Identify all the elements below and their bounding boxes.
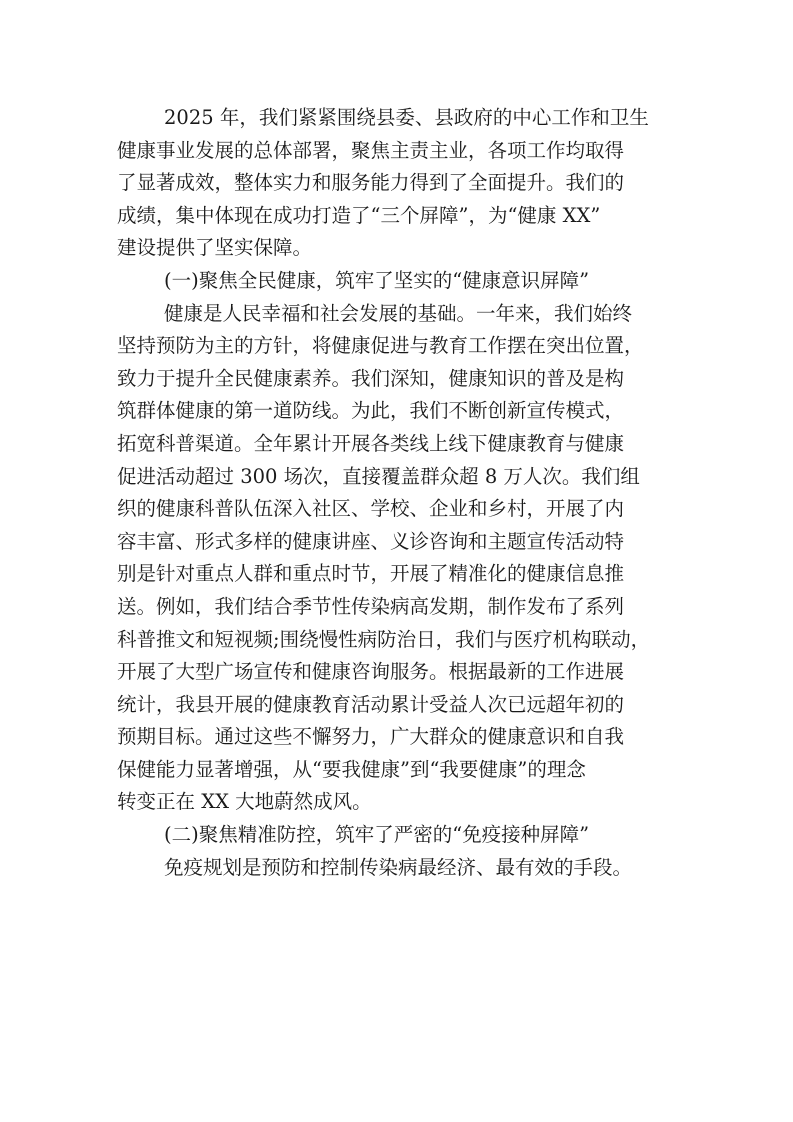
text-line: 了显著成效，整体实力和服务能力得到了全面提升。我们的 <box>117 171 625 195</box>
text-line: 织的健康科普队伍深入社区、学校、企业和乡村，开展了内 <box>117 497 625 521</box>
text-line: 容丰富、形式多样的健康讲座、义诊咨询和主题宣传活动特 <box>117 529 625 553</box>
text-line: 坚持预防为主的方针，将健康促进与教育工作摆在突出位置， <box>117 334 644 358</box>
section-heading: (一)聚焦全民健康，筑牢了坚实的“健康意识屏障” <box>164 268 590 292</box>
text-line: 送。例如，我们结合季节性传染病高发期，制作发布了系列 <box>117 594 625 618</box>
intro-paragraph <box>117 102 677 265</box>
document-body <box>117 102 677 884</box>
text-line: 保健能力显著增强，从“要我健康”到“我要健康”的理念 <box>117 757 586 781</box>
text-line: 别是针对重点人群和重点时节，开展了精准化的健康信息推 <box>117 562 625 586</box>
text-line: 2025 年，我们紧紧围绕县委、县政府的中心工作和卫生 <box>164 106 649 129</box>
text-line: 致力于提升全民健康素养。我们深知，健康知识的普及是构 <box>117 366 625 390</box>
section-heading-2 <box>117 819 677 852</box>
text-line: 统计，我县开展的健康教育活动累计受益人次已远超年初的 <box>117 692 625 716</box>
text-line: 建设提供了坚实保障。 <box>117 236 313 260</box>
section-heading: (二)聚焦精准防控，筑牢了严密的“免疫接种屏障” <box>164 823 590 847</box>
text-line: 预期目标。通过这些不懈努力，广大群众的健康意识和自我 <box>117 725 625 749</box>
text-line: 转变正在 XX 大地蔚然成风。 <box>117 790 372 814</box>
text-line: 健康是人民幸福和社会发展的基础。一年来，我们始终 <box>164 301 633 325</box>
text-line: 科普推文和短视频;围绕慢性病防治日，我们与医疗机构联动， <box>117 627 651 651</box>
text-line: 免疫规划是预防和控制传染病最经济、最有效的手段。 <box>164 855 633 879</box>
text-line: 促进活动超过 300 场次，直接覆盖群众超 8 万人次。我们组 <box>117 464 640 488</box>
health-education-paragraph <box>117 298 677 820</box>
section-heading-1 <box>117 265 677 298</box>
text-line: 开展了大型广场宣传和健康咨询服务。根据最新的工作进展 <box>117 660 625 684</box>
text-line: 拓宽科普渠道。全年累计开展各类线上线下健康教育与健康 <box>117 431 625 455</box>
text-line: 成绩，集中体现在成功打造了“三个屏障”，为“健康 XX” <box>117 203 601 227</box>
immunization-paragraph <box>117 852 677 885</box>
text-line: 筑群体健康的第一道防线。为此，我们不断创新宣传模式， <box>117 399 625 423</box>
text-line: 健康事业发展的总体部署，聚焦主责主业，各项工作均取得 <box>117 138 625 162</box>
